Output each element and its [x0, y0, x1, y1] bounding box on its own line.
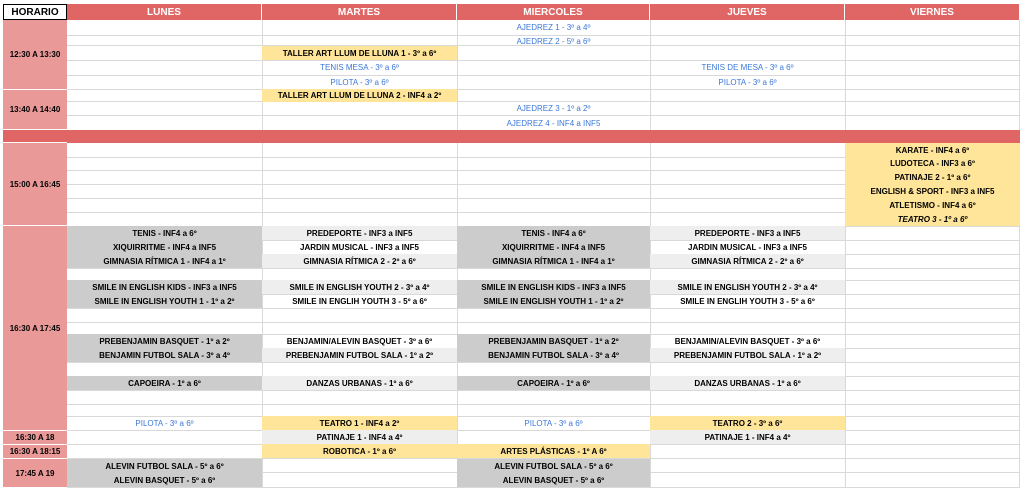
activity-cell: ALEVIN FUTBOL SALA - 5º a 6º: [457, 459, 650, 473]
activity-cell: TEATRO 1 - INF4 a 2º: [262, 416, 457, 430]
activity-cell: CAPOEIRA - 1º a 6º: [457, 376, 650, 390]
activity-cell: SMILE IN ENGLISH YOUTH 2 - 3º a 4º: [262, 280, 457, 294]
activity-cell: PREBENJAMIN BASQUET - 1º a 2º: [457, 334, 650, 348]
activity-cell: SMILE IN ENGLIH YOUTH 3 - 5º a 6º: [292, 296, 427, 306]
activity-cell: PATINAJE 1 - INF4 a 4º: [650, 430, 845, 444]
activity-cell: SMILE IN ENGLISH KIDS - INF3 a INF5: [457, 280, 650, 294]
activity-cell: CAPOEIRA - 1º a 6º: [67, 376, 262, 390]
time-slot-6: 16:30 A 18:15: [3, 445, 67, 459]
activity-cell: ATLETISMO - INF4 a 6º: [845, 198, 1020, 212]
activity-cell: TEATRO 2 - 3º a 6º: [650, 416, 845, 430]
activity-cell: PILOTA - 3º a 6º: [330, 78, 389, 87]
activity-cell: PREDEPORTE - INF3 a INF5: [262, 226, 457, 240]
time-slot-5: 16:30 A 18: [3, 431, 67, 445]
activity-cell: PILOTA - 3º a 6º: [524, 418, 583, 428]
activity-cell: TENIS - INF4 a 6º: [457, 226, 650, 240]
activity-cell: BENJAMIN/ALEVIN BASQUET - 3º a 6º: [674, 336, 821, 346]
activity-cell: AJEDREZ 1 - 3º a 4º: [516, 23, 591, 32]
activity-cell: GIMNASIA RÍTMICA 1 - INF4 a 1º: [457, 254, 650, 268]
activity-cell: JARDIN MUSICAL - INF3 a INF5: [300, 242, 419, 252]
activity-cell: AJEDREZ 2 - 5º a 6º: [516, 37, 591, 46]
activity-cell: GIMNASIA RÍTMICA 2 - 2º a 6º: [650, 254, 845, 268]
activity-cell: ALEVIN FUTBOL SALA - 5º a 6º: [67, 459, 262, 473]
day-header-miercoles: MIERCOLES: [457, 4, 650, 20]
time-slot-1: 12:30 A 13:30: [3, 20, 67, 90]
activity-cell: TEATRO 3 - 1º a 6º: [845, 212, 1020, 226]
activity-cell: TALLER ART LLUM DE LLUNA 2 - INF4 a 2º: [262, 89, 457, 102]
break-band: [67, 130, 1020, 143]
activity-cell: DANZAS URBANAS - 1º a 6º: [650, 376, 845, 390]
time-slot-3: 15:00 A 16:45: [3, 143, 67, 226]
activity-cell: SMILE IN ENGLISH YOUTH 1 - 1º a 2º: [67, 294, 262, 308]
activity-cell: PATINAJE 1 - INF4 a 4º: [262, 430, 457, 444]
activity-cell: XIQUIRRITME - INF4 a INF5: [67, 240, 262, 254]
activity-cell: PREBENJAMIN FUTBOL SALA - 1º a 2º: [262, 348, 457, 362]
activity-cell: XIQUIRRITME - INF4 a INF5: [457, 240, 650, 254]
time-slot-2: 13:40 A 14:40: [3, 90, 67, 130]
activity-cell: BENJAMIN FUTBOL SALA - 3º a 4º: [457, 348, 650, 362]
activity-cell: AJEDREZ 4 - INF4 a INF5: [506, 119, 601, 128]
activity-cell: SMILE IN ENGLIH YOUTH 3 - 5º a 6º: [680, 296, 815, 306]
time-separator: [3, 130, 67, 143]
activity-cell: SMILE IN ENGLISH KIDS - INF3 a INF5: [67, 280, 262, 294]
activity-cell: DANZAS URBANAS - 1º a 6º: [262, 376, 457, 390]
time-slot-7: 17:45 A 19: [3, 459, 67, 488]
activity-cell: TENIS MESA - 3º a 6º: [320, 63, 399, 72]
activity-cell: ARTES PLÁSTICAS - 1º A 6º: [457, 444, 650, 458]
activity-cell: GIMNASIA RÍTMICA 1 - INF4 a 1º: [67, 254, 262, 268]
activity-cell: ALEVIN BASQUET - 5º a 6º: [67, 473, 262, 487]
activity-cell: TENIS DE MESA - 3º a 6º: [701, 63, 794, 72]
activity-cell: TENIS - INF4 a 6º: [67, 226, 262, 240]
activity-cell: PATINAJE 2 - 1º a 6º: [845, 170, 1020, 184]
activity-cell: BENJAMIN/ALEVIN BASQUET - 3º a 6º: [286, 336, 433, 346]
activity-cell: JARDIN MUSICAL - INF3 a INF5: [688, 242, 807, 252]
activity-cell: LUDOTECA - INF3 a 6º: [845, 157, 1020, 170]
activity-cell: KARATE - INF4 a 6º: [845, 143, 1020, 157]
activity-cell: BENJAMIN FUTBOL SALA - 3º a 4º: [67, 348, 262, 362]
horario-header: HORARIO: [3, 4, 67, 20]
activity-cell: ALEVIN BASQUET - 5º a 6º: [457, 473, 650, 487]
activity-cell: ROBOTICA - 1º a 6º: [262, 444, 457, 458]
day-header-jueves: JUEVES: [650, 4, 845, 20]
activity-cell: PILOTA - 3º a 6º: [135, 418, 194, 428]
time-slot-4: 16:30 A 17:45: [3, 226, 67, 431]
activity-cell: TALLER ART LLUM DE LLUNA 1 - 3º a 6º: [262, 46, 457, 60]
activity-cell: AJEDREZ 3 - 1º a 2º: [516, 104, 591, 113]
day-header-viernes: VIERNES: [845, 4, 1020, 20]
day-header-lunes: LUNES: [67, 4, 262, 20]
activity-cell: PREBENJAMIN BASQUET - 1º a 2º: [67, 334, 262, 348]
activity-cell: SMILE IN ENGLISH YOUTH 1 - 1º a 2º: [457, 294, 650, 308]
day-header-martes: MARTES: [262, 4, 457, 20]
activity-cell: PREBENJAMIN FUTBOL SALA - 1º a 2º: [650, 348, 845, 362]
activity-cell: PILOTA - 3º a 6º: [718, 78, 777, 87]
activity-cell: PREDEPORTE - INF3 a INF5: [650, 226, 845, 240]
activity-cell: GIMNASIA RÍTMICA 2 - 2º a 6º: [262, 254, 457, 268]
activity-cell: ENGLISH & SPORT - INF3 a INF5: [845, 184, 1020, 198]
activity-cell: SMILE IN ENGLISH YOUTH 2 - 3º a 4º: [650, 280, 845, 294]
